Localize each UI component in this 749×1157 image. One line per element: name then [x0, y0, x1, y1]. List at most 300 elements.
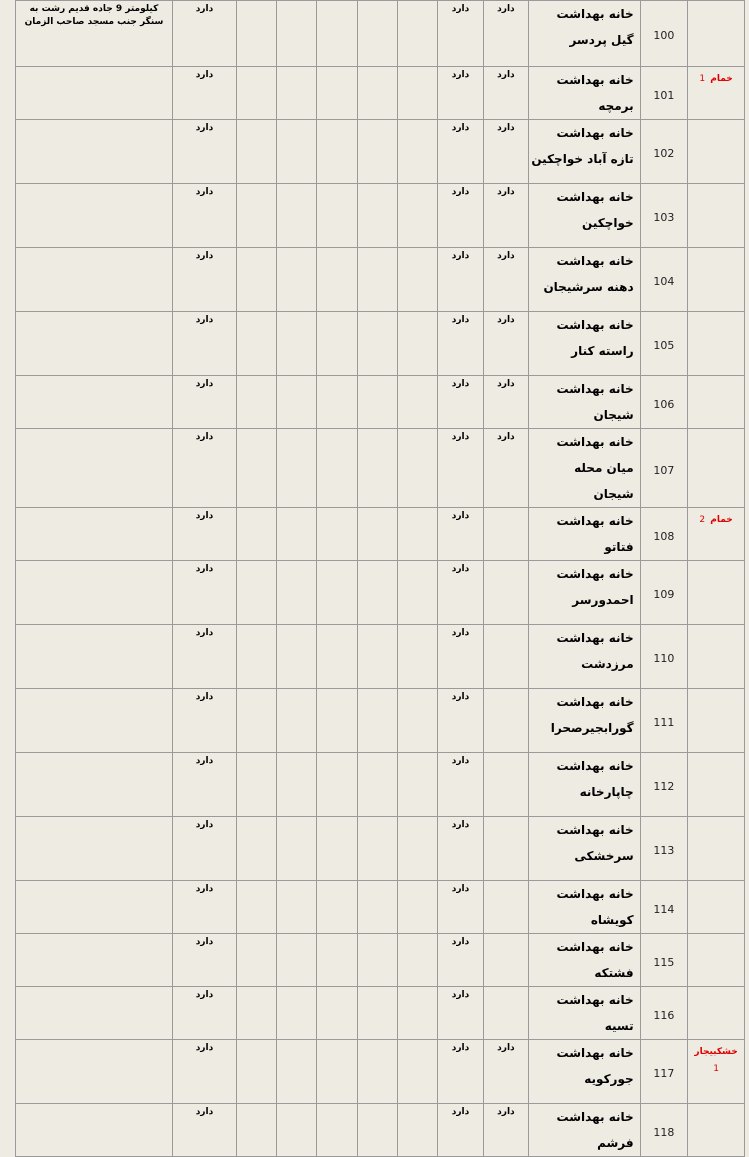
- status-has-text: دارد: [195, 937, 214, 947]
- address-text: [16, 184, 172, 186]
- empty-cell: [277, 429, 317, 508]
- status-has-text: دارد: [451, 628, 470, 638]
- group-label: خمام: [710, 515, 733, 525]
- status-cell: [438, 184, 483, 248]
- status-has-text: دارد: [497, 432, 515, 442]
- address-cell: [16, 429, 173, 508]
- empty-cell: [398, 184, 438, 248]
- status-cell: [172, 753, 236, 817]
- health-house-name: خانه بهداشت جورکویه: [556, 1046, 634, 1086]
- health-house-name: خانه بهداشت خواچکین: [556, 190, 634, 230]
- table-row: [16, 817, 745, 881]
- empty-cell: [357, 987, 397, 1040]
- status-cell: [483, 67, 528, 120]
- empty-cell: [398, 561, 438, 625]
- empty-cell: [277, 376, 317, 429]
- address-cell: [16, 184, 173, 248]
- status-cell: [438, 881, 483, 934]
- status-has-text: دارد: [195, 564, 214, 574]
- status-has-text: دارد: [195, 990, 214, 1000]
- group-cell: [688, 817, 745, 881]
- row-number: 113: [653, 844, 675, 857]
- status-cell: [438, 753, 483, 817]
- table-row: [16, 120, 745, 184]
- empty-cell: [398, 376, 438, 429]
- empty-cell: [357, 508, 397, 561]
- status-cell: [438, 508, 483, 561]
- group-label: خمام: [710, 74, 733, 84]
- name-cell: [529, 625, 641, 689]
- status-has-text: دارد: [451, 511, 470, 521]
- status-has-text: دارد: [195, 432, 214, 442]
- empty-cell: [236, 508, 276, 561]
- status-has-text: دارد: [195, 70, 214, 80]
- empty-cell: [236, 67, 276, 120]
- empty-cell: [398, 689, 438, 753]
- table-row: [16, 376, 745, 429]
- health-houses-table: [15, 0, 745, 1157]
- status-has-text: دارد: [497, 4, 515, 14]
- group-cell: [688, 689, 745, 753]
- empty-cell: [236, 1104, 276, 1157]
- address-text: [16, 248, 172, 250]
- empty-cell: [236, 376, 276, 429]
- health-house-name: خانه بهداشت سرخشکی: [556, 823, 634, 863]
- row-number: 115: [653, 955, 675, 969]
- empty-cell: [317, 625, 357, 689]
- status-has-text: دارد: [195, 820, 214, 830]
- health-house-name: خانه بهداشت تازه آباد خواچکین: [531, 126, 634, 166]
- group-cell: [688, 625, 745, 689]
- row-number: 101: [653, 88, 675, 102]
- name-cell: [529, 1040, 641, 1104]
- empty-cell: [317, 376, 357, 429]
- group-cell: [688, 987, 745, 1040]
- row-number: 102: [653, 147, 675, 160]
- table-row: [16, 508, 745, 561]
- number-cell: [640, 625, 687, 689]
- empty-cell: [357, 1040, 397, 1104]
- status-cell: [172, 1104, 236, 1157]
- empty-cell: [357, 312, 397, 376]
- table-row: [16, 753, 745, 817]
- empty-cell: [317, 67, 357, 120]
- address-cell: [16, 67, 173, 120]
- health-house-name: خانه بهداشت چاپارخانه: [556, 759, 634, 799]
- empty-cell: [317, 1040, 357, 1104]
- name-cell: [529, 248, 641, 312]
- number-cell: [640, 881, 687, 934]
- status-cell: [438, 987, 483, 1040]
- empty-cell: [398, 1104, 438, 1157]
- status-cell: [483, 1104, 528, 1157]
- group-cell: [688, 67, 745, 120]
- status-has-text: دارد: [451, 251, 470, 261]
- address-text: [16, 987, 172, 989]
- status-has-text: [484, 689, 528, 692]
- status-cell: [483, 753, 528, 817]
- name-cell: [529, 817, 641, 881]
- status-has-text: دارد: [451, 4, 470, 14]
- empty-cell: [317, 184, 357, 248]
- empty-cell: [398, 67, 438, 120]
- status-cell: [172, 561, 236, 625]
- status-cell: [438, 67, 483, 120]
- empty-cell: [357, 376, 397, 429]
- address-text: [16, 625, 172, 627]
- number-cell: [640, 561, 687, 625]
- group-number: 2: [699, 515, 706, 525]
- status-has-text: دارد: [497, 187, 515, 197]
- row-number: 107: [653, 463, 675, 477]
- empty-cell: [236, 753, 276, 817]
- group-cell: [688, 1, 745, 67]
- group-number: 1: [699, 74, 706, 84]
- health-house-name: خانه بهداشت احمدورسر: [556, 567, 634, 607]
- group-cell: [688, 561, 745, 625]
- status-cell: [172, 1, 236, 67]
- status-cell: [438, 934, 483, 987]
- status-cell: [483, 508, 528, 561]
- table-row: [16, 934, 745, 987]
- number-cell: [640, 312, 687, 376]
- number-cell: [640, 689, 687, 753]
- empty-cell: [317, 429, 357, 508]
- status-cell: [172, 120, 236, 184]
- address-cell: [16, 312, 173, 376]
- group-cell: [688, 429, 745, 508]
- empty-cell: [277, 987, 317, 1040]
- number-cell: [640, 248, 687, 312]
- address-text: [16, 817, 172, 819]
- table-row: [16, 987, 745, 1040]
- empty-cell: [357, 689, 397, 753]
- address-text: [16, 312, 172, 314]
- health-house-name: خانه بهداشت شیجان: [556, 382, 634, 422]
- empty-cell: [277, 934, 317, 987]
- table-row: [16, 429, 745, 508]
- health-house-name: خانه بهداشت کویشاه: [556, 887, 634, 927]
- empty-cell: [357, 248, 397, 312]
- address-cell: [16, 881, 173, 934]
- empty-cell: [277, 561, 317, 625]
- empty-cell: [277, 753, 317, 817]
- status-cell: [438, 561, 483, 625]
- status-cell: [438, 1, 483, 67]
- empty-cell: [398, 1, 438, 67]
- address-text: [16, 689, 172, 691]
- empty-cell: [317, 120, 357, 184]
- name-cell: [529, 1104, 641, 1157]
- empty-cell: [277, 1104, 317, 1157]
- status-has-text: دارد: [497, 1043, 515, 1053]
- empty-cell: [317, 248, 357, 312]
- address-cell: [16, 508, 173, 561]
- empty-cell: [398, 120, 438, 184]
- health-house-name: خانه بهداشت فتاتو: [556, 514, 634, 554]
- number-cell: [640, 817, 687, 881]
- status-cell: [483, 429, 528, 508]
- address-cell: [16, 1040, 173, 1104]
- row-number: 108: [653, 529, 675, 543]
- status-cell: [172, 184, 236, 248]
- empty-cell: [277, 184, 317, 248]
- empty-cell: [317, 753, 357, 817]
- empty-cell: [398, 881, 438, 934]
- empty-cell: [357, 1, 397, 67]
- address-text: [16, 753, 172, 755]
- status-has-text: دارد: [451, 820, 470, 830]
- empty-cell: [236, 689, 276, 753]
- group-cell: [688, 881, 745, 934]
- empty-cell: [398, 625, 438, 689]
- address-text: [16, 881, 172, 883]
- row-number: 103: [653, 211, 675, 224]
- group-cell: [688, 1104, 745, 1157]
- health-house-name: خانه بهداشت راسته کنار: [556, 318, 634, 358]
- empty-cell: [317, 934, 357, 987]
- name-cell: [529, 376, 641, 429]
- address-cell: [16, 753, 173, 817]
- number-cell: [640, 1, 687, 67]
- table-row: [16, 248, 745, 312]
- status-cell: [438, 248, 483, 312]
- address-cell: [16, 934, 173, 987]
- empty-cell: [236, 1040, 276, 1104]
- status-cell: [483, 561, 528, 625]
- status-cell: [438, 817, 483, 881]
- empty-cell: [398, 817, 438, 881]
- status-has-text: دارد: [497, 379, 515, 389]
- status-cell: [483, 625, 528, 689]
- empty-cell: [398, 753, 438, 817]
- status-has-text: دارد: [451, 756, 470, 766]
- empty-cell: [236, 934, 276, 987]
- number-cell: [640, 1040, 687, 1104]
- empty-cell: [277, 120, 317, 184]
- address-cell: [16, 625, 173, 689]
- address-text: کیلومتر 9 جاده قدیم رشت به سنگر جنب مسجد صاحب الزمان: [24, 4, 164, 27]
- number-cell: [640, 1104, 687, 1157]
- empty-cell: [357, 934, 397, 987]
- empty-cell: [357, 67, 397, 120]
- status-cell: [172, 248, 236, 312]
- name-cell: [529, 508, 641, 561]
- number-cell: [640, 376, 687, 429]
- empty-cell: [398, 312, 438, 376]
- status-has-text: دارد: [451, 937, 470, 947]
- row-number: 109: [653, 588, 675, 601]
- status-has-text: دارد: [497, 123, 515, 133]
- status-has-text: دارد: [451, 432, 470, 442]
- number-cell: [640, 508, 687, 561]
- number-cell: [640, 429, 687, 508]
- status-cell: [483, 1040, 528, 1104]
- empty-cell: [398, 429, 438, 508]
- group-cell: [688, 120, 745, 184]
- status-has-text: دارد: [451, 70, 470, 80]
- status-has-text: [484, 561, 528, 564]
- empty-cell: [357, 120, 397, 184]
- status-cell: [438, 689, 483, 753]
- status-has-text: [484, 508, 528, 511]
- status-cell: [172, 881, 236, 934]
- name-cell: [529, 753, 641, 817]
- status-cell: [438, 376, 483, 429]
- name-cell: [529, 689, 641, 753]
- empty-cell: [398, 987, 438, 1040]
- status-has-text: [484, 625, 528, 628]
- empty-cell: [277, 625, 317, 689]
- empty-cell: [277, 689, 317, 753]
- group-cell: [688, 1040, 745, 1104]
- empty-cell: [357, 817, 397, 881]
- status-cell: [483, 689, 528, 753]
- health-house-name: خانه بهداشت دهنه سرشیجان: [543, 254, 634, 294]
- status-has-text: دارد: [195, 884, 214, 894]
- status-cell: [483, 376, 528, 429]
- empty-cell: [317, 1, 357, 67]
- table-row: [16, 561, 745, 625]
- table-row: [16, 689, 745, 753]
- status-has-text: دارد: [195, 756, 214, 766]
- status-cell: [172, 689, 236, 753]
- empty-cell: [357, 881, 397, 934]
- empty-cell: [317, 881, 357, 934]
- empty-cell: [236, 120, 276, 184]
- empty-cell: [236, 561, 276, 625]
- status-cell: [483, 248, 528, 312]
- status-has-text: دارد: [195, 315, 214, 325]
- address-cell: [16, 376, 173, 429]
- status-cell: [172, 508, 236, 561]
- address-text: [16, 561, 172, 563]
- status-cell: [438, 312, 483, 376]
- status-has-text: [484, 817, 528, 820]
- address-text: [16, 1104, 172, 1106]
- status-cell: [172, 987, 236, 1040]
- status-cell: [483, 1, 528, 67]
- empty-cell: [236, 429, 276, 508]
- health-house-name: خانه بهداشت گیل پردسر: [556, 7, 634, 47]
- address-cell: [16, 817, 173, 881]
- health-house-name: خانه بهداشت برمچه: [556, 73, 634, 113]
- table-row: [16, 1, 745, 67]
- status-has-text: دارد: [451, 1043, 470, 1053]
- address-text: [16, 1040, 172, 1042]
- empty-cell: [236, 625, 276, 689]
- empty-cell: [236, 1, 276, 67]
- row-number: 104: [653, 275, 675, 288]
- empty-cell: [398, 1040, 438, 1104]
- empty-cell: [236, 312, 276, 376]
- status-has-text: دارد: [195, 1043, 214, 1053]
- empty-cell: [357, 184, 397, 248]
- empty-cell: [317, 561, 357, 625]
- status-has-text: دارد: [451, 564, 470, 574]
- number-cell: [640, 184, 687, 248]
- table-row: [16, 1040, 745, 1104]
- row-number: 116: [653, 1008, 675, 1022]
- group-label: خشکبیجار: [694, 1047, 738, 1057]
- name-cell: [529, 987, 641, 1040]
- row-number: 114: [653, 902, 675, 916]
- table-row: [16, 312, 745, 376]
- name-cell: [529, 561, 641, 625]
- row-number: 112: [653, 780, 675, 793]
- address-cell: [16, 1104, 173, 1157]
- status-has-text: دارد: [451, 990, 470, 1000]
- name-cell: [529, 881, 641, 934]
- health-house-name: خانه بهداشت فشتکه: [556, 940, 634, 980]
- address-text: [16, 429, 172, 431]
- row-number: 111: [653, 716, 675, 729]
- table-row: [16, 1104, 745, 1157]
- status-cell: [438, 1040, 483, 1104]
- group-cell: [688, 376, 745, 429]
- status-cell: [438, 429, 483, 508]
- empty-cell: [357, 429, 397, 508]
- health-house-name: خانه بهداشت میان محله شیجان: [556, 435, 634, 501]
- status-has-text: دارد: [451, 692, 470, 702]
- group-cell: [688, 312, 745, 376]
- number-cell: [640, 120, 687, 184]
- status-has-text: دارد: [195, 692, 214, 702]
- status-has-text: دارد: [195, 123, 214, 133]
- name-cell: [529, 429, 641, 508]
- status-cell: [438, 120, 483, 184]
- status-has-text: دارد: [195, 1107, 214, 1117]
- status-has-text: [484, 934, 528, 937]
- table-row: [16, 625, 745, 689]
- number-cell: [640, 934, 687, 987]
- empty-cell: [236, 881, 276, 934]
- status-has-text: دارد: [195, 511, 214, 521]
- empty-cell: [357, 753, 397, 817]
- address-cell: [16, 120, 173, 184]
- row-number: 118: [653, 1125, 675, 1139]
- empty-cell: [317, 508, 357, 561]
- status-cell: [483, 184, 528, 248]
- address-text: [16, 376, 172, 378]
- status-has-text: دارد: [497, 251, 515, 261]
- status-cell: [438, 625, 483, 689]
- status-cell: [172, 312, 236, 376]
- status-has-text: [484, 753, 528, 756]
- table-row: [16, 184, 745, 248]
- status-cell: [438, 1104, 483, 1157]
- empty-cell: [317, 689, 357, 753]
- empty-cell: [236, 248, 276, 312]
- health-house-name: خانه بهداشت گورابجیرصحرا: [550, 695, 634, 735]
- status-has-text: دارد: [195, 4, 214, 14]
- name-cell: [529, 1, 641, 67]
- empty-cell: [357, 625, 397, 689]
- status-has-text: دارد: [451, 187, 470, 197]
- status-cell: [483, 881, 528, 934]
- status-has-text: دارد: [451, 315, 470, 325]
- row-number: 106: [653, 397, 675, 411]
- empty-cell: [398, 248, 438, 312]
- row-number: 100: [653, 29, 675, 42]
- status-cell: [172, 1040, 236, 1104]
- status-cell: [483, 312, 528, 376]
- address-text: [16, 67, 172, 69]
- empty-cell: [357, 561, 397, 625]
- status-has-text: دارد: [195, 628, 214, 638]
- empty-cell: [277, 1, 317, 67]
- empty-cell: [317, 987, 357, 1040]
